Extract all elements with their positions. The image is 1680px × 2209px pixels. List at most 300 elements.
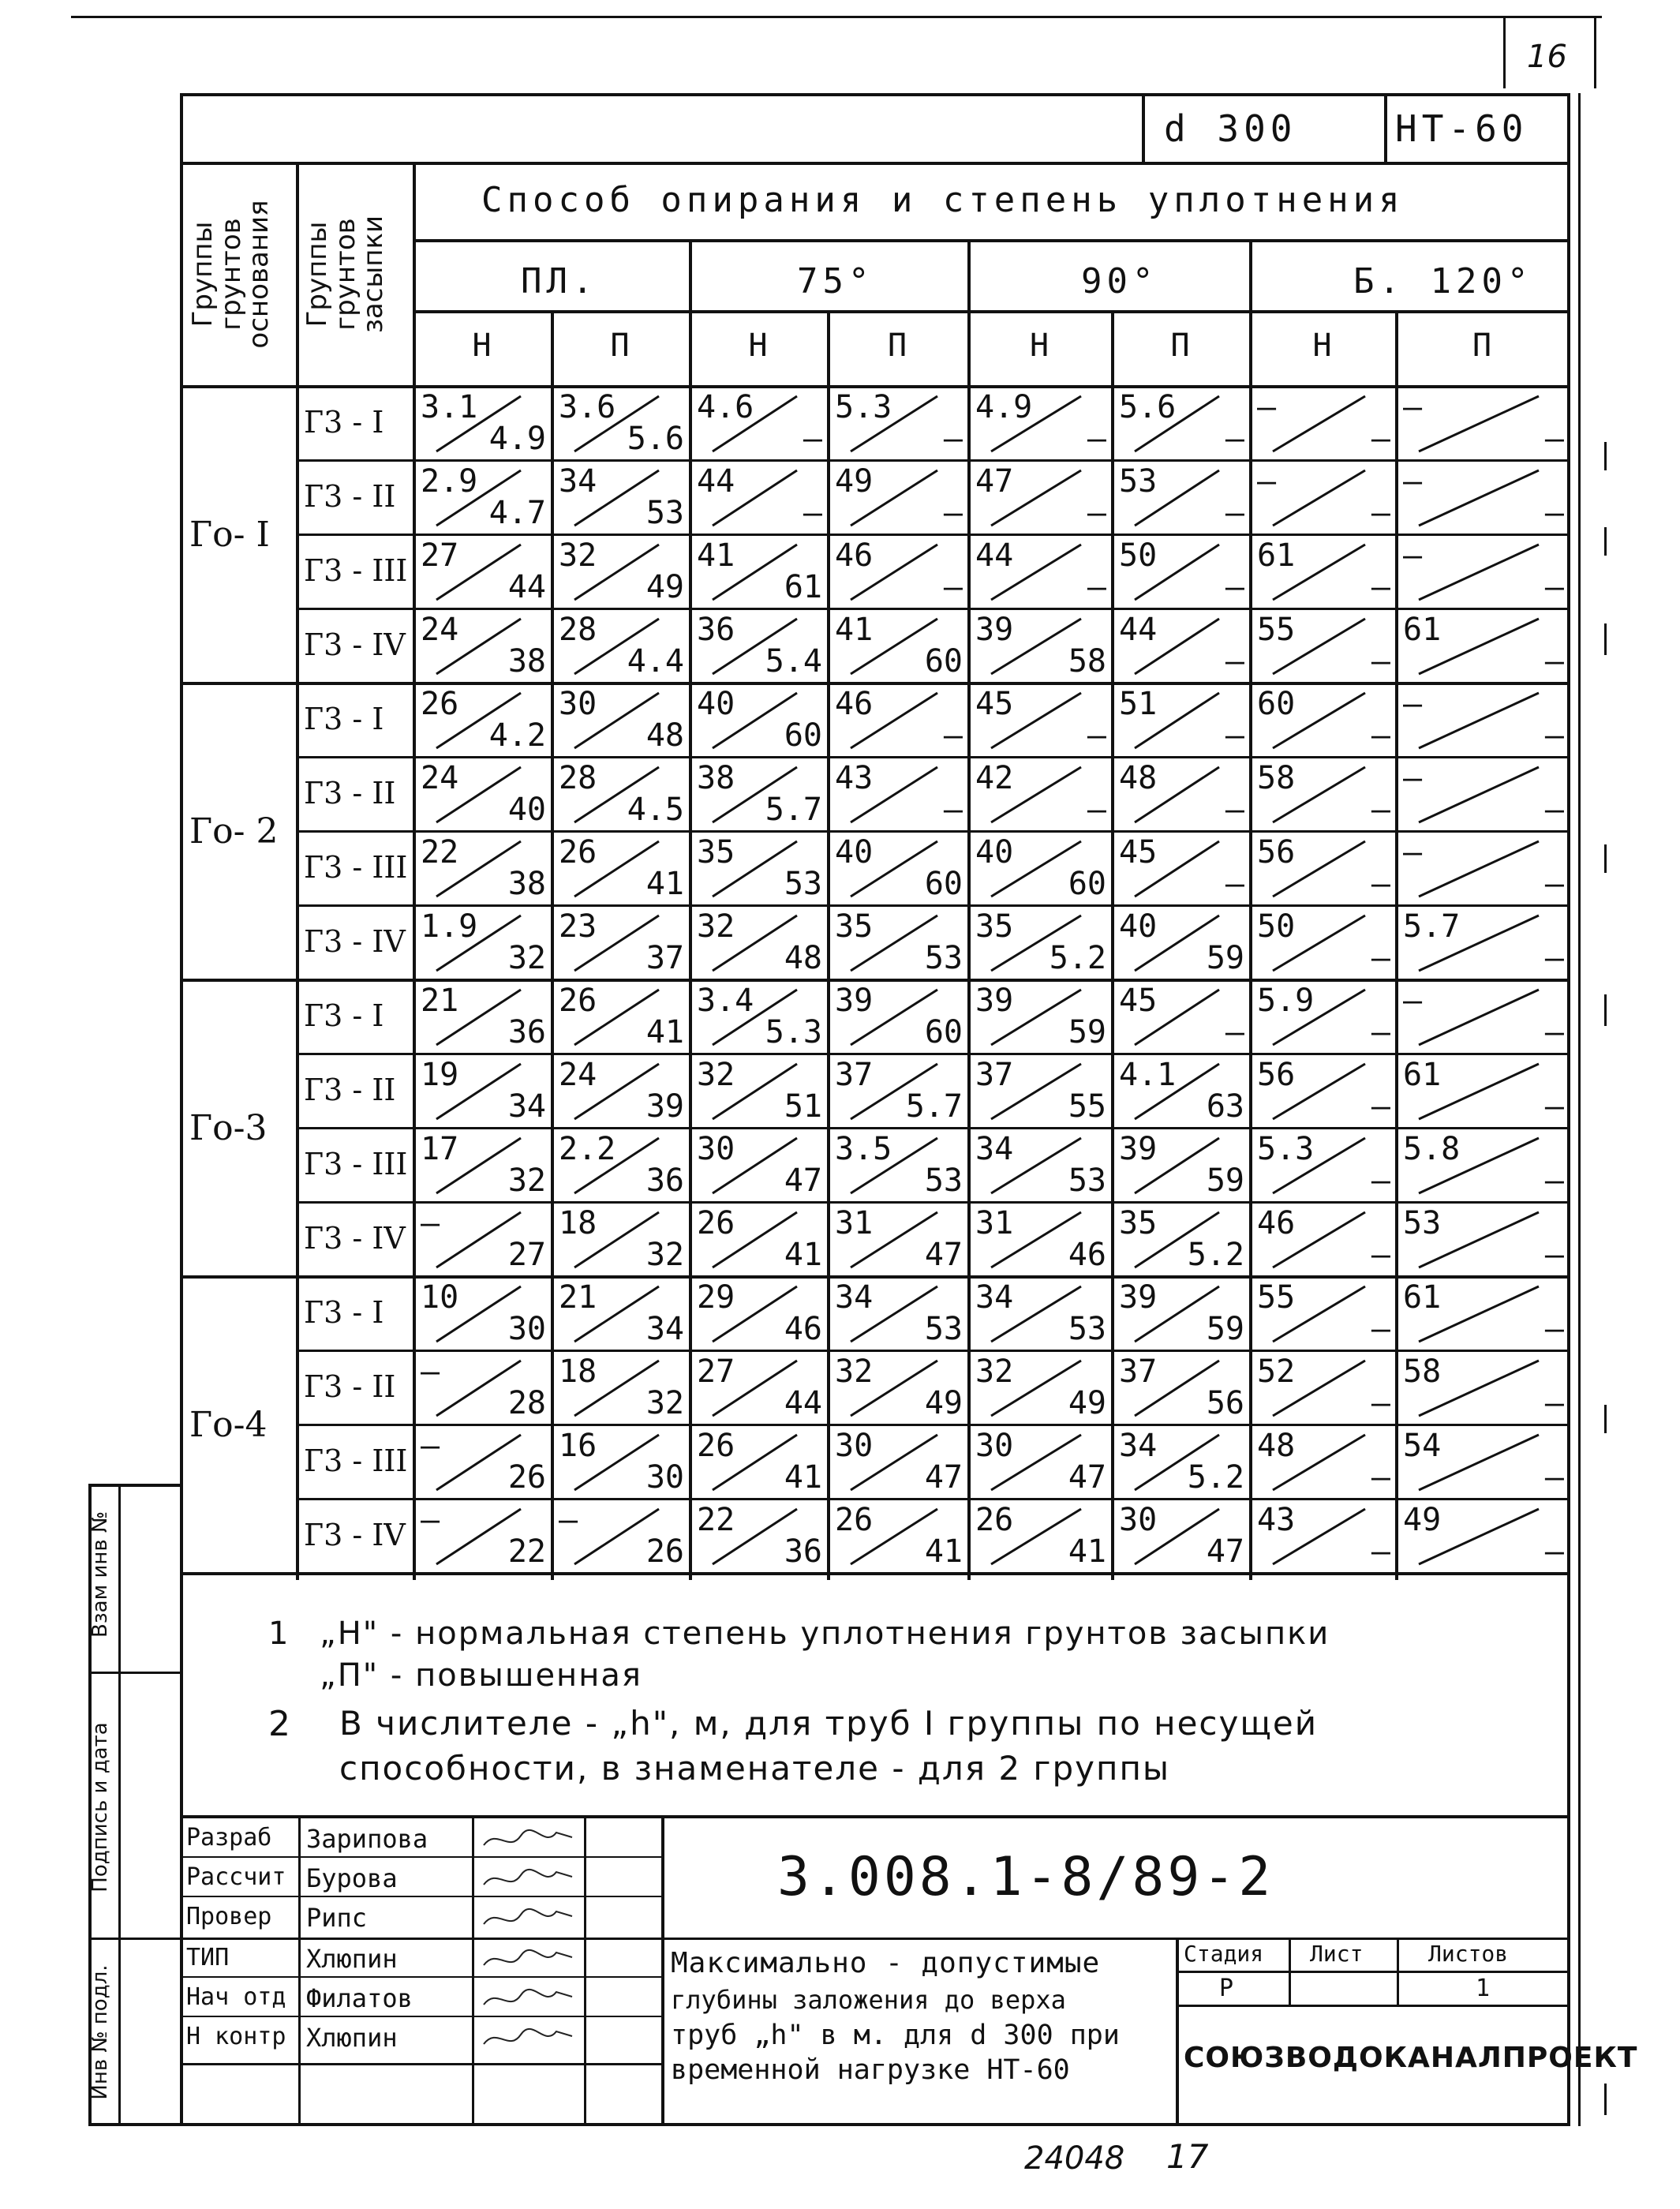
depth-cell [690, 609, 829, 683]
depth-cell [1397, 387, 1570, 461]
denominator-value: — [1371, 940, 1390, 976]
numerator-value: — [1257, 389, 1277, 425]
numerator-value: 45 [1119, 834, 1158, 870]
numerator-value: 34 [975, 1279, 1014, 1316]
depth-cell [552, 980, 690, 1054]
denominator-value: 55 [1068, 1088, 1106, 1125]
numerator-value: 39 [975, 983, 1014, 1019]
numerator-value: 5.6 [1119, 389, 1177, 425]
sub-header-high: П [1170, 328, 1190, 364]
denominator-value: 53 [924, 1163, 963, 1199]
signature-scribble [477, 1861, 580, 1896]
denominator-value: 59 [1206, 1311, 1244, 1347]
depth-cell [1251, 1277, 1397, 1351]
denominator-value: — [1544, 1385, 1564, 1421]
numerator-value: 4.6 [697, 389, 754, 425]
depth-cell [829, 1351, 969, 1425]
depth-cell [969, 1203, 1113, 1277]
numerator-value: 34 [559, 463, 597, 500]
denominator-value: 48 [784, 940, 822, 976]
denominator-value: 22 [507, 1533, 546, 1570]
denominator-value: — [1371, 1533, 1390, 1570]
numerator-value: 41 [697, 537, 735, 574]
denominator-value: 46 [784, 1311, 822, 1347]
denominator-value: 38 [507, 866, 546, 902]
denominator-value: — [943, 569, 963, 605]
denominator-value: 56 [1206, 1385, 1244, 1421]
depth-cell [1113, 1425, 1251, 1499]
denominator-value: — [1371, 1311, 1390, 1347]
depth-cell [1113, 535, 1251, 609]
depth-cell [829, 683, 969, 758]
denominator-value: 5.7 [765, 792, 822, 828]
depth-cell [552, 1129, 690, 1203]
staff-name: Хлюпин [306, 2023, 398, 2053]
depth-cell [969, 758, 1113, 832]
numerator-value: 45 [975, 686, 1014, 722]
depth-cell [414, 758, 552, 832]
depth-cell [1113, 609, 1251, 683]
numerator-value: 46 [835, 686, 874, 722]
denominator-value: 59 [1206, 1163, 1244, 1199]
denominator-value: 59 [1206, 940, 1244, 976]
numerator-value: 55 [1257, 1279, 1296, 1316]
numerator-value: 60 [1257, 686, 1296, 722]
depth-cell [690, 1351, 829, 1425]
page-number: 16 [1527, 39, 1567, 75]
depth-cell [552, 535, 690, 609]
depth-cell [1251, 609, 1397, 683]
numerator-value: 35 [697, 834, 735, 870]
denominator-value: — [1371, 717, 1390, 754]
staff-name: Рипс [306, 1903, 368, 1933]
denominator-value: 36 [645, 1163, 684, 1199]
numerator-value: 5.8 [1403, 1131, 1461, 1167]
numerator-value: 2.2 [559, 1131, 616, 1167]
rule [180, 162, 1570, 165]
denominator-value: 44 [784, 1385, 822, 1421]
numerator-value: 48 [1119, 760, 1158, 796]
depth-cell [552, 1425, 690, 1499]
page-number-divider [1503, 17, 1506, 88]
numerator-value: 26 [697, 1205, 735, 1241]
numerator-value: 40 [1119, 908, 1158, 945]
diameter-label: d 300 [1164, 107, 1297, 150]
numerator-value: 52 [1257, 1353, 1296, 1390]
denominator-value: 30 [645, 1459, 684, 1496]
numerator-value: 5.7 [1403, 908, 1461, 945]
numerator-value: — [1257, 463, 1277, 500]
depth-cell [829, 1203, 969, 1277]
load-label: НТ-60 [1395, 107, 1528, 150]
title-block-row-divider [180, 2016, 663, 2017]
depth-cell [414, 1499, 552, 1574]
numerator-value: 40 [975, 834, 1014, 870]
depth-cell [969, 387, 1113, 461]
stage-label: Стадия [1184, 1941, 1264, 1967]
denominator-value: — [943, 717, 963, 754]
numerator-value: 32 [697, 1057, 735, 1093]
denominator-value: — [1544, 421, 1564, 457]
right-frame-double [1578, 93, 1581, 2126]
numerator-value: 32 [975, 1353, 1014, 1390]
signature-scribble [477, 2020, 580, 2055]
denominator-value: — [803, 495, 822, 531]
depth-cell [1251, 906, 1397, 980]
denominator-value: 53 [784, 866, 822, 902]
numerator-value: 50 [1119, 537, 1158, 574]
denominator-value: — [1544, 569, 1564, 605]
depth-cell [552, 832, 690, 906]
denominator-value: — [1544, 495, 1564, 531]
denominator-value: 58 [1068, 643, 1106, 680]
rule [1397, 1938, 1399, 2005]
depth-cell [690, 1499, 829, 1574]
depth-cell [1251, 1351, 1397, 1425]
rule [180, 2063, 663, 2065]
denominator-value: — [943, 495, 963, 531]
denominator-value: — [1544, 792, 1564, 828]
depth-cell [414, 609, 552, 683]
denominator-value: 30 [507, 1311, 546, 1347]
rule [472, 1815, 474, 2126]
denominator-value: 27 [507, 1237, 546, 1273]
numerator-value: 46 [835, 537, 874, 574]
numerator-value: 37 [835, 1057, 874, 1093]
depth-cell [1251, 535, 1397, 609]
denominator-value: 36 [784, 1533, 822, 1570]
backfill-group-label: Г3 - III [304, 1443, 408, 1478]
rule [661, 1815, 664, 2126]
backfill-group-label: Г3 - III [304, 1147, 408, 1181]
title-block-row-divider [180, 1856, 663, 1858]
numerator-value: 35 [975, 908, 1014, 945]
denominator-value: 51 [784, 1088, 822, 1125]
denominator-value: — [1371, 1237, 1390, 1273]
denominator-value: 49 [924, 1385, 963, 1421]
denominator-value: 5.4 [765, 643, 822, 680]
depth-cell [829, 758, 969, 832]
depth-cell [414, 980, 552, 1054]
denominator-value: — [1371, 1163, 1390, 1199]
numerator-value: 30 [697, 1131, 735, 1167]
numerator-value: 19 [421, 1057, 459, 1093]
signature-scribble [477, 1821, 580, 1856]
staff-role: Разраб [186, 1824, 272, 1851]
denominator-value: 38 [507, 643, 546, 680]
numerator-value: 24 [559, 1057, 597, 1093]
denominator-value: 53 [924, 1311, 963, 1347]
numerator-value: — [421, 1205, 440, 1241]
depth-cell [829, 980, 969, 1054]
numerator-value: 26 [421, 686, 459, 722]
depth-cell [969, 980, 1113, 1054]
depth-cell [1397, 1129, 1570, 1203]
rule [1384, 93, 1387, 164]
denominator-value: 47 [1068, 1459, 1106, 1496]
denominator-value: — [1371, 792, 1390, 828]
denominator-value: 5.7 [905, 1088, 963, 1125]
numerator-value: 61 [1403, 612, 1442, 648]
denominator-value: — [1087, 495, 1106, 531]
backfill-group-label: Г3 - I [304, 405, 384, 440]
inventory-number: 24048 [1024, 2140, 1125, 2177]
numerator-value: 43 [1257, 1502, 1296, 1538]
depth-cell [690, 461, 829, 535]
denominator-value: 34 [507, 1088, 546, 1125]
numerator-value: 49 [835, 463, 874, 500]
depth-cell [1251, 1425, 1397, 1499]
numerator-value: 31 [835, 1205, 874, 1241]
numerator-value: 42 [975, 760, 1014, 796]
denominator-value: 46 [1068, 1237, 1106, 1273]
denominator-value: 53 [1068, 1311, 1106, 1347]
numerator-value: 53 [1119, 463, 1158, 500]
denominator-value: 5.2 [1187, 1237, 1244, 1273]
numerator-value: 5.9 [1257, 983, 1315, 1019]
denominator-value: 60 [924, 1014, 963, 1050]
numerator-value: 37 [1119, 1353, 1158, 1390]
depth-cell [552, 1351, 690, 1425]
numerator-value: 36 [697, 612, 735, 648]
numerator-value: 22 [697, 1502, 735, 1538]
depth-cell [690, 1129, 829, 1203]
numerator-value: — [559, 1502, 578, 1538]
depth-cell [414, 387, 552, 461]
staff-name: Зарипова [306, 1824, 428, 1854]
denominator-value: 34 [645, 1311, 684, 1347]
depth-cell [829, 535, 969, 609]
numerator-value: 58 [1403, 1353, 1442, 1390]
denominator-value: — [1087, 421, 1106, 457]
depth-cell [552, 609, 690, 683]
rule [1176, 1938, 1179, 2126]
denominator-value: — [1371, 866, 1390, 902]
depth-cell [1397, 980, 1570, 1054]
depth-cell [829, 832, 969, 906]
numerator-value: 2.9 [421, 463, 478, 500]
depth-cell [969, 1129, 1113, 1203]
depth-cell [552, 1054, 690, 1129]
numerator-value: 40 [835, 834, 874, 870]
denominator-value: — [1225, 1014, 1244, 1050]
depth-cell [969, 1054, 1113, 1129]
numerator-value: — [1403, 389, 1423, 425]
rule [118, 1484, 121, 2126]
denominator-value: 53 [1068, 1163, 1106, 1199]
denominator-value: — [1371, 1459, 1390, 1496]
numerator-value: 45 [1119, 983, 1158, 1019]
sub-header-high: П [888, 328, 907, 364]
numerator-value: 56 [1257, 1057, 1296, 1093]
denominator-value: 4.2 [488, 717, 546, 754]
depth-cell [1113, 1129, 1251, 1203]
depth-cell [1251, 1129, 1397, 1203]
numerator-value: — [421, 1353, 440, 1390]
numerator-value: — [1403, 983, 1423, 1019]
staff-name: Филатов [306, 1983, 413, 2013]
denominator-value: 36 [507, 1014, 546, 1050]
numerator-value: 54 [1403, 1428, 1442, 1464]
note-1-number: 1 [268, 1616, 290, 1652]
denominator-value: 4.9 [488, 421, 546, 457]
denominator-value: 59 [1068, 1014, 1106, 1050]
denominator-value: — [1544, 1088, 1564, 1125]
denominator-value: 5.3 [765, 1014, 822, 1050]
numerator-value: 26 [835, 1502, 874, 1538]
stamp-replace-inv: Взам инв № [88, 1511, 112, 1638]
denominator-value: 47 [784, 1163, 822, 1199]
depth-cell [1251, 1499, 1397, 1574]
denominator-value: — [1087, 792, 1106, 828]
staff-role: Нач отд [186, 1983, 286, 2011]
depth-cell [552, 1203, 690, 1277]
rule [1289, 1938, 1291, 2005]
denominator-value: 41 [924, 1533, 963, 1570]
denominator-value: — [1371, 1088, 1390, 1125]
depth-cell [1113, 980, 1251, 1054]
denominator-value: — [1087, 569, 1106, 605]
depth-cell [414, 906, 552, 980]
note-2-line-1: В числителе - „h", м, для труб I группы по несущей [339, 1704, 1319, 1743]
denominator-value: — [1371, 569, 1390, 605]
backfill-group-label: Г3 - II [304, 776, 396, 811]
depth-cell [690, 387, 829, 461]
margin-tick [1604, 442, 1607, 470]
denominator-value: — [943, 421, 963, 457]
numerator-value: 61 [1403, 1279, 1442, 1316]
staff-role: Рассчит [186, 1863, 286, 1891]
denominator-value: — [803, 421, 822, 457]
denominator-value: 49 [645, 569, 684, 605]
denominator-value: 37 [645, 940, 684, 976]
staff-role: Провер [186, 1903, 272, 1930]
denominator-value: — [1225, 717, 1244, 754]
denominator-value: 48 [645, 717, 684, 754]
numerator-value: — [421, 1428, 440, 1464]
depth-cell [1397, 535, 1570, 609]
stamp-inv-original: Инв № подл. [88, 1964, 112, 2100]
numerator-value: 44 [1119, 612, 1158, 648]
denominator-value: — [1225, 495, 1244, 531]
numerator-value: — [1403, 686, 1423, 722]
sub-header-high: П [1472, 328, 1492, 364]
title-block-row-divider [180, 1896, 663, 1897]
backfill-group-label: Г3 - I [304, 998, 384, 1033]
denominator-value: 5.6 [627, 421, 684, 457]
numerator-value: 34 [1119, 1428, 1158, 1464]
denominator-value: 4.7 [488, 495, 546, 531]
numerator-value: 22 [421, 834, 459, 870]
depth-cell [414, 1277, 552, 1351]
description-line-3: труб „h" в м. для d 300 при [671, 2020, 1120, 2051]
denominator-value: — [1371, 1385, 1390, 1421]
signature-scribble [477, 1941, 580, 1976]
denominator-value: 49 [1068, 1385, 1106, 1421]
numerator-value: 44 [697, 463, 735, 500]
numerator-value: 43 [835, 760, 874, 796]
numerator-value: 24 [421, 612, 459, 648]
depth-cell [1113, 1203, 1251, 1277]
denominator-value: 41 [784, 1237, 822, 1273]
staff-role: Н контр [186, 2023, 286, 2050]
depth-cell [1397, 1203, 1570, 1277]
numerator-value: 56 [1257, 834, 1296, 870]
numerator-value: 24 [421, 760, 459, 796]
denominator-value: — [1544, 1533, 1564, 1570]
depth-cell [690, 1425, 829, 1499]
denominator-value: 60 [924, 643, 963, 680]
depth-cell [414, 832, 552, 906]
depth-cell [1113, 832, 1251, 906]
depth-cell [552, 758, 690, 832]
numerator-value: 21 [559, 1279, 597, 1316]
numerator-value: 35 [1119, 1205, 1158, 1241]
denominator-value: 32 [507, 940, 546, 976]
numerator-value: 34 [835, 1279, 874, 1316]
denominator-value: — [1544, 1237, 1564, 1273]
depth-cell [690, 683, 829, 758]
base-groups-header: Группы грунтов основания [187, 200, 275, 349]
depth-cell [1113, 758, 1251, 832]
denominator-value: 41 [1068, 1533, 1106, 1570]
backfill-group-label: Г3 - IV [304, 924, 406, 959]
depth-cell [690, 1054, 829, 1129]
numerator-value: — [421, 1502, 440, 1538]
method-b120: Б. 120° [1353, 261, 1533, 301]
depth-cell [829, 609, 969, 683]
depth-cell [829, 1499, 969, 1574]
numerator-value: 18 [559, 1205, 597, 1241]
stamp-signature-date: Подпись и дата [88, 1722, 112, 1893]
denominator-value: 60 [924, 866, 963, 902]
denominator-value: 60 [1068, 866, 1106, 902]
depth-cell [1113, 461, 1251, 535]
note-1-line-2: „П" - повышенная [320, 1657, 642, 1694]
format-number: 17 [1166, 2137, 1209, 2176]
rule [298, 1815, 301, 2126]
base-group-label: Го-3 [189, 1108, 268, 1148]
method-75: 75° [797, 261, 874, 301]
backfill-group-label: Г3 - IV [304, 1221, 406, 1256]
depth-cell [552, 461, 690, 535]
depth-cell [829, 387, 969, 461]
numerator-value: 30 [559, 686, 597, 722]
document-code: 3.008.1-8/89-2 [777, 1846, 1274, 1908]
denominator-value: — [1225, 643, 1244, 680]
method-90: 90° [1081, 261, 1158, 301]
numerator-value: 44 [975, 537, 1014, 574]
rule [1176, 2005, 1570, 2007]
depth-cell [1113, 1054, 1251, 1129]
depth-cell [1397, 832, 1570, 906]
denominator-value: 47 [924, 1237, 963, 1273]
depth-cell [829, 1054, 969, 1129]
depth-cell [552, 1499, 690, 1574]
denominator-value: — [1544, 643, 1564, 680]
sheets-value: 1 [1476, 1975, 1491, 2002]
denominator-value: 63 [1206, 1088, 1244, 1125]
numerator-value: 28 [559, 612, 597, 648]
depth-cell [690, 906, 829, 980]
denominator-value: 44 [507, 569, 546, 605]
backfill-group-label: Г3 - I [304, 702, 384, 736]
depth-cell [1397, 1499, 1570, 1574]
numerator-value: 35 [835, 908, 874, 945]
description-line-2: глубины заложения до верха [671, 1985, 1066, 2015]
sub-header-normal: Н [1030, 328, 1050, 364]
depth-cell [414, 461, 552, 535]
